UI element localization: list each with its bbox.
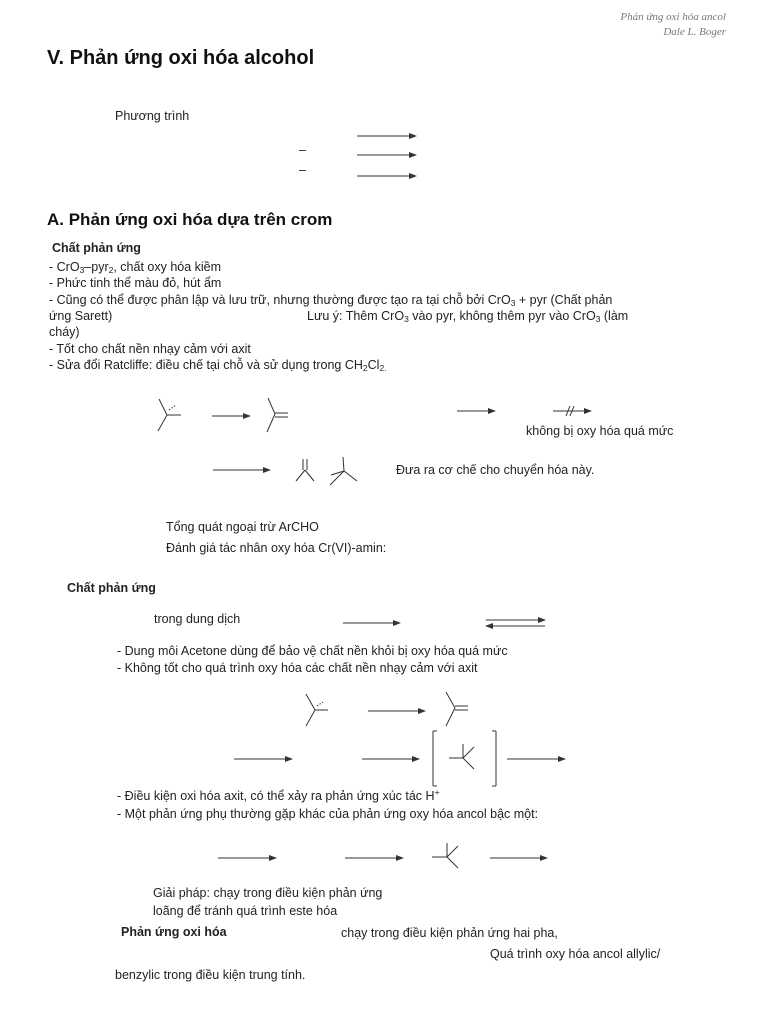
dash-2: – (299, 163, 306, 177)
reagent-line-5: cháy) (49, 325, 80, 339)
alkene-structure (296, 459, 314, 481)
mechanism-prompt: Đưa ra cơ chế cho chuyển hóa này. (396, 463, 595, 477)
benzylic-note: benzylic trong điều kiện trung tính. (115, 968, 306, 982)
solution-line-2: loãng để tránh quá trình este hóa (153, 904, 338, 918)
bracket-left (433, 731, 437, 786)
oxidation-heading: Phản ứng oxi hóa (121, 925, 227, 939)
reagent-heading-2: Chất phản ứng (67, 581, 156, 595)
bracket-right (492, 731, 496, 786)
reagent-line-2: - Phức tinh thể màu đỏ, hút ẩm (49, 276, 222, 290)
reagent-heading-1: Chất phản ứng (52, 241, 141, 255)
acid-sensitive-note: - Không tốt cho quá trình oxy hóa các chất nền nhạy cảm với axit (117, 661, 478, 675)
allylic-note: Quá trình oxy hóa ancol allylic/ (490, 947, 661, 961)
acidic-conditions-note: - Điều kiện oxi hóa axit, có thể xảy ra phản ứng xúc tác H+ (117, 786, 440, 803)
in-solution-label: trong dung dịch (154, 612, 241, 626)
ketone-structure-2 (446, 692, 468, 726)
running-header-author: Dale L. Boger (663, 26, 726, 38)
equation-label: Phương trình (115, 109, 190, 123)
reagent-line-1: - CrO$_3$–pyr$_2$, chất oxy hóa kiềm (49, 260, 222, 275)
hemiacetal-structure (432, 843, 458, 868)
intermediate-structure (449, 744, 474, 769)
reagent-line-6: - Tốt cho chất nền nhạy cảm với axit (49, 342, 251, 356)
acetone-note: - Dung môi Acetone dùng để bảo vệ chất nền khỏi bị oxy hóa quá mức (117, 644, 508, 658)
reagent-line-3: - Cũng có thể được phân lập và lưu trữ, nhưng thường được tạo ra tại chỗ bởi CrO$_3$ + pyr (Chất phản (49, 293, 613, 308)
running-header-title: Phản ứng oxi hóa ancol (620, 11, 726, 23)
evaluate-prompt: Đánh giá tác nhân oxy hóa Cr(VI)-amin: (166, 541, 387, 555)
alcohol-structure-1 (158, 399, 181, 431)
general-scope: Tổng quát ngoại trừ ArCHO (166, 520, 319, 534)
reagent-note: Lưu ý: Thêm CrO$_3$ vào pyr, không thêm pyr vào CrO$_3$ (làm (307, 309, 629, 324)
branched-structure (330, 457, 357, 485)
alcohol-structure-2 (306, 694, 328, 726)
reagent-line-7: - Sửa đổi Ratcliffe: điều chế tại chỗ và sử dụng trong $CH_2Cl_{2.}$ (49, 358, 387, 373)
two-phase-note: chạy trong điều kiện phản ứng hai pha, (341, 926, 558, 940)
section-v-title: V. Phản ứng oxi hóa alcohol (47, 47, 315, 69)
no-overoxidation-note: không bị oxy hóa quá mức (526, 424, 674, 438)
section-a-title: A. Phản ứng oxi hóa dựa trên crom (47, 210, 333, 229)
reagent-line-4: ứng Sarett) (49, 309, 113, 323)
dash-1: – (299, 143, 306, 157)
side-reaction-note: - Một phản ứng phụ thường gặp khác của phản ứng oxy hóa ancol bậc một: (117, 807, 539, 821)
ketone-structure-1 (267, 398, 288, 432)
solution-line-1: Giải pháp: chạy trong điều kiện phản ứng (153, 886, 383, 900)
